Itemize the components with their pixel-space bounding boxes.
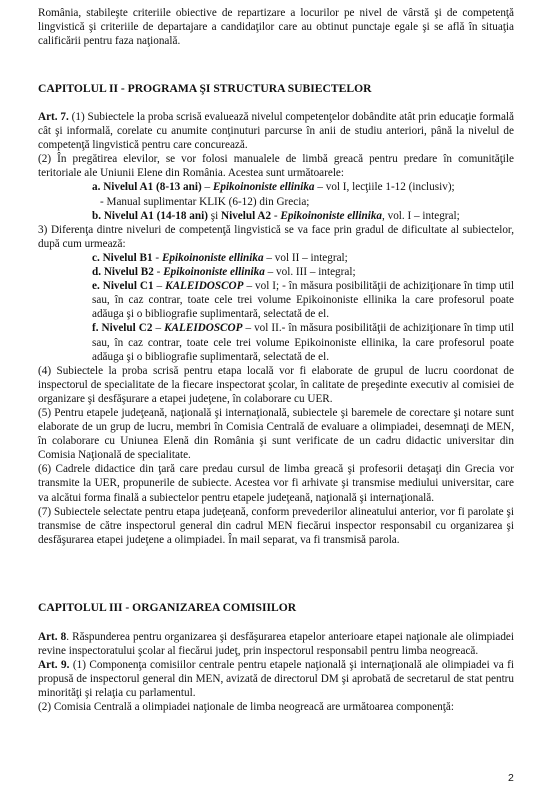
art7-para6: (6) Cadrele didactice din ţară care predau cursul de limba greacă şi profesorii detaşaţi din Grecia vor transmite la UER, propunerile de subiecte. Acestea vor fi arhivate şi transmise mediului universitar, care va alcătui forma finală a subiectelor pentru etapele judeţeană, naţională şi internaţională. <box>38 463 514 504</box>
chapter-2-heading: CAPITOLUL II - PROGRAMA ŞI STRUCTURA SUBIECTELOR <box>38 82 372 95</box>
chapter-3-heading: CAPITOLUL III - ORGANIZAREA COMISIILOR <box>38 601 297 614</box>
art7-label: Art. 7. <box>38 111 69 123</box>
item-a-title: Epikoinoniste ellinika <box>212 181 315 194</box>
list-item-e <box>38 279 514 321</box>
item-c-rest: – vol II – integral; <box>263 251 348 264</box>
item-d-letter: d <box>92 266 99 279</box>
art7-para2: (2) În pregătirea elevilor, se vor folosi manualele de limbă greacă pentru predare în comunităţile teritoriale ale Uniunii Elene din România. Acestea sunt următoarele: <box>38 153 514 180</box>
item-b-dash: - <box>271 209 281 222</box>
item-d-level: . Nivelul B2 <box>98 266 154 279</box>
item-f-level: . Nivelul C2 <box>95 322 153 335</box>
art9-label: Art. 9. <box>38 659 70 672</box>
item-b-rest: , vol. I – integral; <box>382 209 460 222</box>
item-a-level: . Nivelul A1 (8-13 ani) <box>97 181 202 194</box>
item-f-rest: – vol II.- în măsura posibilităţii de achiziţionare în timp util sau, în caz contrar, toate cele trei volume Epikoinoniste ellinika, la care profesorul poate adăuga şi o bibliografie suplimentară, selectată de el. <box>92 322 514 363</box>
list-item-c <box>38 251 514 265</box>
list-item-f <box>38 321 514 363</box>
item-c-letter: c <box>92 251 97 264</box>
art9-para2: (2) Comisia Centrală a olimpiadei naţionale de limba neogreacă are următoarea componenţă: <box>38 701 454 714</box>
art9-para1-text: (1) Componenţa comisiilor centrale pentru etapele naţională şi internaţională ale olimpiadei va fi propusă de inspectorul general din MEN, avizată de directorul DM şi aprobată de secretarul de stat pentru minorităţi şi relaţia cu parlamentul. <box>38 659 515 700</box>
item-a-rest: – vol I, lecţiile 1-12 (inclusiv); <box>314 181 455 194</box>
item-a-dash: – <box>201 181 213 194</box>
item-d-title: Epikoinoniste ellinika <box>163 266 265 279</box>
chapter-2-body <box>38 110 514 547</box>
item-e-title: KALEIDOSCOP <box>165 280 244 293</box>
item-f-dash: – <box>152 322 165 335</box>
item-b-mid: şi <box>207 209 221 222</box>
item-e-letter: e <box>92 280 97 293</box>
page-number: 2 <box>508 772 514 784</box>
art8-label: Art. 8 <box>38 631 67 643</box>
item-b-title: Epikoinoniste ellinika <box>280 209 383 222</box>
item-c-dash: - <box>152 251 162 264</box>
item-a-letter: a <box>92 181 98 194</box>
list-item-a2: - Manual suplimentar KLIK (6-12) din Grecia; <box>100 195 310 208</box>
art7-para1-text: (1) Subiectele la proba scrisă evaluează nivelul competenţelor dobândite atât prin educaţie formală cât şi informală, corelate cu anumite conţinuturi parcurse în anii de studiu anteriori, până la nivelul de competenţă lingvistică pentru care concurează. <box>38 111 514 152</box>
item-c-title: Epikoinoniste ellinika <box>161 251 264 264</box>
item-f-letter: f <box>92 322 96 335</box>
art7-para1 <box>38 110 514 152</box>
art7-para3: 3) Diferenţa dintre niveluri de competenţă lingvistică se va face prin gradul de dificultate al subiectelor, după cum urmează: <box>38 223 514 250</box>
intro-text: România, stabileşte criteriile obiective de repartizare a locurilor pe nivel de vârstă şi de competenţă lingvistică şi criteriile de departajare a candidaţilor care au obtinut punctaje egale şi se află în situaţia calificării pentru faza naţională. <box>38 7 514 48</box>
art7-para5: (5) Pentru etapele judeţeană, naţională şi internaţională, subiectele şi baremele de corectare şi notare sunt elaborate de un grup de lucru, membri în Comisia Centrală de evaluare a olimpiadei, desemnaţi de MEN, în colaborare cu Uniunea Elenă din România şi sunt verificate de un cadru didactic universitar din Comisia Naţională de specialitate. <box>38 406 514 462</box>
art7-para4: (4) Subiectele la proba scrisă pentru etapa locală vor fi elaborate de grupul de lucru coordonat de inspectorul de specialitate de la fiecare inspectorat şcolar, în calitate de preşedinte executiv al comisiei de organizare şi desfăşurare a etapei judeţene, în colaborare cu UER. <box>38 364 514 405</box>
art7-para7: (7) Subiectele selectate pentru etapa judeţeană, conform prevederilor alineatului anterior, vor fi parolate şi transmise de către inspectorul general din cadrul MEN fiecărui inspector responsabil cu organizarea şi desfăşurarea etapei judeţene a olimpiadei. În mail separat, va fi transmisă parola. <box>38 505 514 546</box>
list-item-d <box>38 265 514 279</box>
art9-para1 <box>38 658 514 700</box>
item-b-level: . Nivelul A1 (14-18 ani) <box>98 209 208 222</box>
list-item-b <box>38 209 514 223</box>
item-c-level: . Nivelul B1 <box>96 251 153 264</box>
item-d-rest: – vol. III – integral; <box>264 266 356 279</box>
item-e-rest: – vol I; - în măsura posibilităţii de achiziţionare în timp util sau, în caz contrar, toate cele trei volume Epikoinoniste ellinika la care profesorul poate adăuga şi o bibliografie suplimentară, selectată de el. <box>92 280 515 321</box>
item-f-title: KALEIDOSCOP <box>164 322 243 335</box>
art8-text: . Răspunderea pentru organizarea şi desfăşurarea etapelor anterioare etapei naţionale ale olimpiadei revine inspectoratului şcolar al fiecărui judeţ, prin inspectorul responsabil pentru limba neogreacă. <box>38 631 514 658</box>
item-e-level: . Nivelul C1 <box>96 280 154 293</box>
item-d-dash: - <box>153 266 164 279</box>
art8-para <box>38 630 514 658</box>
item-e-dash: – <box>153 280 166 293</box>
item-b-level2: Nivelul A2 <box>221 209 272 222</box>
list-item-a <box>38 180 514 194</box>
item-b-letter: b <box>92 209 99 222</box>
intro-paragraph <box>38 6 514 48</box>
chapter-3-body <box>38 630 514 715</box>
